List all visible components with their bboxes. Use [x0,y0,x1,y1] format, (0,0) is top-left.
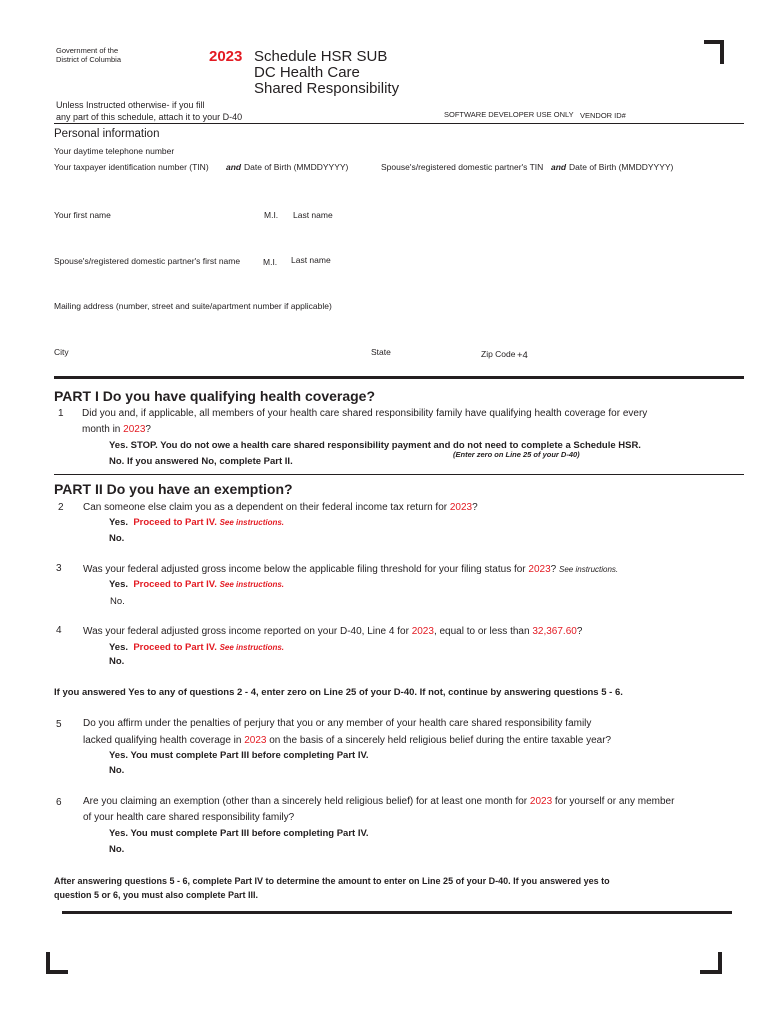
q2-number: 2 [58,502,64,513]
mi-label: M.I. [264,210,279,220]
q2-text-main: Can someone else claim you as a dependent on their federal income tax return for [83,502,450,513]
corner-mark-bottom-right-h [700,970,722,974]
form-title-3: Shared Responsibility [254,80,400,97]
q1-yes[interactable]: Yes. STOP. You do not owe a health care shared responsibility payment and do not need to complete a Schedule HSR. [109,440,641,451]
after-note-1: After answering questions 5 - 6, complete Part IV to determine the amount to enter on Line 25 of your D-40. If you answered yes to [54,876,610,886]
bottom-rule [62,911,732,914]
spouse-tin-label: Spouse's/registered domestic partner's TIN [381,162,544,172]
form-title-2: DC Health Care [254,64,360,81]
q3-proceed: Proceed to Part IV. [133,579,217,590]
q2-see: See instructions. [219,518,285,527]
gov-line2: District of Columbia [56,55,122,64]
q3-yes: Yes. [109,579,129,590]
personal-info-title: Personal information [54,128,160,140]
q4-text [83,626,582,637]
instruction-1: Unless Instructed otherwise- if you fill [56,100,205,110]
state-label: State [371,347,391,357]
spouse-dob-label: Date of Birth (MMDDYYYY) [569,162,674,172]
part1-heading: PART I Do you have qualifying health coverage? [54,388,376,404]
q1-year: 2023 [123,424,146,435]
q5-yes[interactable]: Yes. You must complete Part III before completing Part IV. [109,750,369,761]
corner-mark-top-right-v [720,40,724,64]
q3-see-inline: See instructions. [559,565,619,574]
dob-and: and [226,162,242,172]
mailing-label: Mailing address (number, street and suite/apartment number if applicable) [54,301,332,311]
q5-no[interactable]: No. [109,765,125,776]
q2-end: ? [472,502,478,513]
q3-see: See instructions. [219,580,285,589]
q4-mid: , equal to or less than [433,626,533,637]
tin-label: Your taxpayer identification number (TIN) [54,162,209,172]
instruction-2: any part of this schedule, attach it to your D-40 [56,112,243,122]
q4-text-main: Was your federal adjusted gross income reported on your D-40, Line 4 for [83,626,412,637]
q1-no[interactable]: No. If you answered No, complete Part II. [109,456,293,467]
spouse-first-label: Spouse's/registered domestic partner's first name [54,256,241,266]
q6-text-2: of your health care shared responsibility family? [83,812,295,823]
q2-yes: Yes. [109,517,129,528]
q4-proceed: Proceed to Part IV. [133,642,217,653]
dob-label: Date of Birth (MMDDYYYY) [244,162,349,172]
city-label: City [54,347,69,357]
summary-note: If you answered Yes to any of questions 2 - 4, enter zero on Line 25 of your D-40. If not, continue by answering questions 5 - 6. [54,687,623,698]
q5-text-2 [83,735,611,746]
q3-end: ? [550,564,557,575]
q5-text-1: Do you affirm under the penalties of perjury that you or any member of your health care shared responsibility family [83,718,592,729]
q6-no[interactable]: No. [109,844,125,855]
q4-amount: 32,367.60 [532,626,577,637]
q5-number: 5 [56,719,62,730]
q4-end: ? [576,626,583,637]
spouse-dob-and: and [551,162,567,172]
q4-yes-line[interactable] [109,642,284,653]
q3-text [83,564,618,575]
q6-year: 2023 [529,796,553,807]
q1-text-1: Did you and, if applicable, all members of your health care shared responsibility family have qualifying health coverage for every [82,408,648,419]
vendor-id: VENDOR ID# [580,111,626,120]
first-name-label: Your first name [54,210,111,220]
q6-number: 6 [56,797,62,808]
q5-year: 2023 [244,735,267,746]
q4-number: 4 [56,625,62,636]
q2-text [83,502,478,513]
header-rule [54,123,744,124]
q1-number: 1 [58,408,64,419]
q4-yes: Yes. [109,642,129,653]
phone-label: Your daytime telephone number [54,146,175,156]
q1-enter-zero: (Enter zero on Line 25 of your D-40) [453,450,580,459]
q5-text-2a: lacked qualifying health coverage in [83,735,245,746]
q2-yes-line[interactable] [109,517,284,528]
zip4-label: +4 [517,350,528,361]
q1-text-2a: month in [82,424,124,435]
q3-text-main: Was your federal adjusted gross income below the applicable filing threshold for your filing status for [83,564,529,575]
q3-year: 2023 [528,564,551,575]
software-use: SOFTWARE DEVELOPER USE ONLY [444,110,574,119]
part2-rule [54,474,744,475]
corner-mark-bottom-left-h [46,970,68,974]
zip-label: Zip Code [481,349,516,359]
q2-year: 2023 [449,502,473,513]
q5-text-2b: on the basis of a sincerely held religious belief during the entire taxable year? [266,735,612,746]
form-title-1: Schedule HSR SUB [254,48,388,65]
part2-heading: PART II Do you have an exemption? [54,481,293,497]
q6-text-1b: for yourself or any member [552,796,675,807]
q4-no[interactable]: No. [109,656,125,667]
q4-see: See instructions. [219,643,285,652]
q3-yes-line[interactable] [109,579,284,590]
q3-no[interactable]: No. [110,596,125,607]
gov-line1: Government of the [56,46,119,55]
q4-year: 2023 [411,626,434,637]
after-note-2: question 5 or 6, you must also complete Part III. [54,890,259,900]
q6-text-1 [83,796,674,807]
q6-text-1a: Are you claiming an exemption (other than a sincerely held religious belief) for at least one month for [83,796,530,807]
last-name-label: Last name [293,210,333,220]
q3-number: 3 [56,563,62,574]
q6-yes[interactable]: Yes. You must complete Part III before completing Part IV. [109,828,369,839]
q1-text-2 [82,424,151,435]
spouse-last-label: Last name [291,255,331,265]
spouse-mi-label: M.I. [263,257,278,267]
q2-no[interactable]: No. [109,533,125,544]
part1-rule [54,376,744,379]
q2-proceed: Proceed to Part IV. [133,517,217,528]
q1-text-2b: ? [145,424,151,435]
form-year: 2023 [209,48,243,65]
